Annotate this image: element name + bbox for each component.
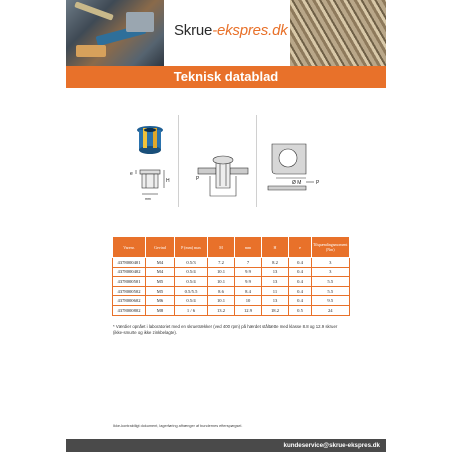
table-cell: M5	[146, 286, 175, 296]
table-cell: 7.2	[208, 258, 235, 268]
table-cell: 8.2	[262, 258, 289, 268]
col-header-e: e	[289, 237, 312, 258]
table-cell: 0.4	[289, 267, 312, 277]
table-header-row	[113, 237, 350, 258]
table-row	[113, 305, 350, 315]
table-cell: 13	[262, 267, 289, 277]
installed-section-figure	[196, 152, 250, 198]
table-cell: 4378000401	[113, 258, 146, 268]
table-cell: 0.5	[289, 305, 312, 315]
table-row	[113, 267, 350, 277]
table-cell: 12.9	[235, 305, 262, 315]
table-row	[113, 296, 350, 306]
svg-text:Ø M: Ø M	[292, 180, 302, 186]
table-cell: 0.4	[289, 286, 312, 296]
col-header-torque: Tilspændingsmoment (Nm)	[312, 237, 350, 258]
figure-divider-2	[256, 115, 257, 207]
table-cell: 8.6	[208, 286, 235, 296]
table-cell: 13.2	[208, 305, 235, 315]
logo: Skrue-ekspres.dk	[174, 22, 288, 39]
table-cell: 3	[312, 267, 350, 277]
col-header-h: H	[262, 237, 289, 258]
table-cell: M6	[146, 296, 175, 306]
table-row	[113, 258, 350, 268]
table-cell: M4	[146, 267, 175, 277]
table-cell: 13	[262, 296, 289, 306]
figure-divider-1	[178, 115, 179, 207]
blind-rivet-nut-icon	[137, 126, 163, 154]
page-title: Teknisk datablad	[173, 69, 279, 84]
table-cell: 3	[312, 258, 350, 268]
table-cell: 4378000502	[113, 286, 146, 296]
table-cell: M5	[146, 277, 175, 287]
insert-product-figure	[128, 118, 174, 210]
table-cell: 0.5/4	[175, 267, 208, 277]
table-cell: 4378000501	[113, 277, 146, 287]
hole-shape-figure	[266, 138, 328, 202]
disclaimer: Ikke-kontraktligt dokument, lagerføring afhænger af bundernes efterspørgsel.	[113, 424, 243, 428]
svg-text:P: P	[196, 176, 200, 182]
table-cell: 0.5/3	[175, 258, 208, 268]
screws-photo	[290, 0, 386, 66]
table-cell: 10.1	[208, 267, 235, 277]
table-cell: 18.2	[262, 305, 289, 315]
table-cell: M4	[146, 258, 175, 268]
table-cell: 0.5/4	[175, 277, 208, 287]
table-cell: 10.1	[208, 296, 235, 306]
col-header-m: M	[208, 237, 235, 258]
table-cell: 0.4	[289, 277, 312, 287]
col-header-item-no: Varenr.	[113, 237, 146, 258]
table-cell: 0.4	[289, 258, 312, 268]
table-cell: 9.9	[235, 277, 262, 287]
table-cell: 5.5	[312, 286, 350, 296]
table-cell: 4378000602	[113, 296, 146, 306]
table-cell: 5.5	[312, 277, 350, 287]
table-cell: 0.5/5.5	[175, 286, 208, 296]
table-cell: 24	[312, 305, 350, 315]
col-header-mm: mm	[235, 237, 262, 258]
table-cell: 9.9	[235, 267, 262, 277]
table-cell: 10.1	[208, 277, 235, 287]
table-row	[113, 277, 350, 287]
table-cell: M8	[146, 305, 175, 315]
table-cell: 4378000802	[113, 305, 146, 315]
table-cell: 1 / 6	[175, 305, 208, 315]
table-cell: 0.4	[289, 296, 312, 306]
spec-table	[112, 236, 350, 316]
svg-text:mm: mm	[145, 197, 151, 201]
svg-text:e: e	[130, 171, 133, 177]
table-cell: 11	[262, 286, 289, 296]
tools-photo	[66, 0, 164, 66]
svg-text:H: H	[166, 178, 170, 184]
table-cell: 7	[235, 258, 262, 268]
table-cell: 13	[262, 277, 289, 287]
table-cell: 0.5/4	[175, 296, 208, 306]
table-cell: 10	[235, 296, 262, 306]
table-cell: 9.5	[312, 296, 350, 306]
contact-email-link[interactable]: kundeservice@skrue-ekspres.dk	[283, 442, 380, 449]
footnote: * Værdier opnået i laboratoriet med en skruetrækker (ved 400 rpm) på hærdet ståltætte med klasse 8.8 og 12.9 skruer (ikke-smurte og ikke zinkbelagte).	[113, 324, 338, 335]
table-cell: 8.4	[235, 286, 262, 296]
table-cell: 4378000402	[113, 267, 146, 277]
col-header-p: P (mm) max	[175, 237, 208, 258]
col-header-thread: Gevind	[146, 237, 175, 258]
svg-text:P: P	[316, 180, 320, 186]
table-row	[113, 286, 350, 296]
